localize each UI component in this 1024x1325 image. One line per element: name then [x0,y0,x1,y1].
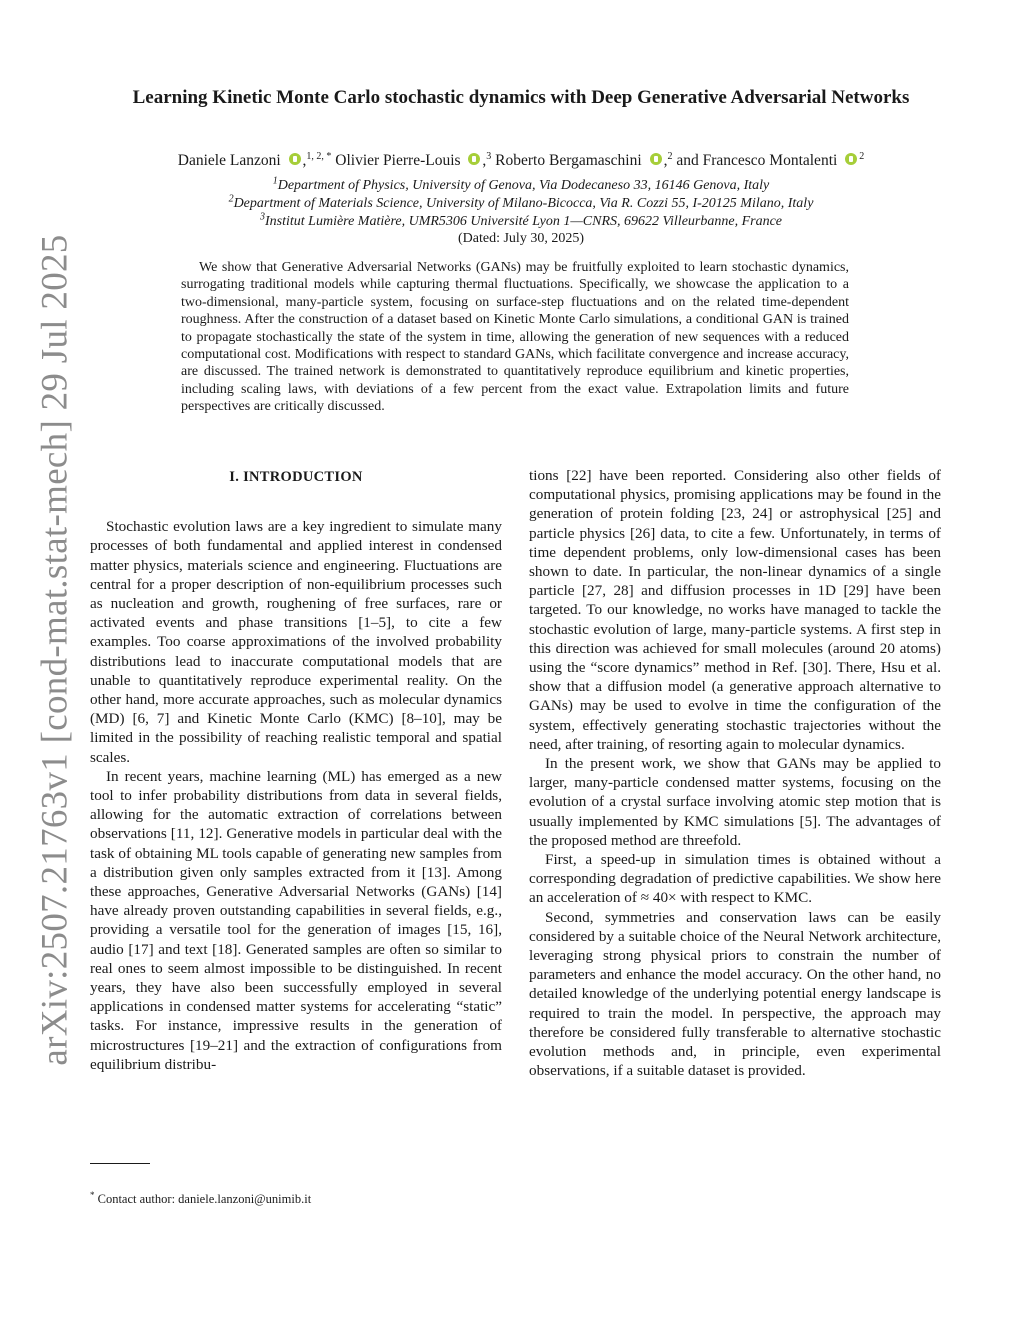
right-column [529,466,941,1081]
arxiv-identifier-stamp: arXiv:2507.21763v1 [cond-mat.stat-mech] 29 Jul 2025 [34,234,76,1066]
author-list: Daniele Lanzoni ,$^{1, 2, *}$ Olivier Pierre-Louis ,$^3$ Roberto Bergamaschini ,$^2$ and Francesco Montalenti $^2$ [177,150,865,169]
contact-author-note[interactable]: Contact author: daniele.lanzoni@unimib.it [97,1192,312,1206]
author-name: Roberto Bergamaschini [495,152,642,169]
orcid-icon[interactable] [289,153,301,165]
paragraph: Second, symmetries and conservation laws can be easily considered by a suitable choice of the Neural Network architecture, leveraging strong physical priors to constrain the number of parameters and enhance the model accuracy. On the other hand, no detailed knowledge of the underlying potential energy landscape is required to train the model. In perspective, the approach may therefore be considered fully transferable to alternative stochastic evolution methods and, in principle, even experimental observations, if a suitable dataset is provided. [529,908,941,1080]
date-line: (Dated: July 30, 2025) [458,231,584,246]
footnote [90,1189,510,1207]
author-affiliation-mark: 2 [859,150,865,162]
author-affiliation-mark: 2 [667,150,673,162]
author-name: Daniele Lanzoni [177,152,281,169]
paragraph: In recent years, machine learning (ML) has emerged as a new tool to infer probability distributions from data in several fields, allowing for the automatic extraction of correlations between observations [11, 12]. Generative models in particular deal with the task of obtaining ML tools capable of generating new samples from a distribution given only samples extracted from it [13]. Among these approaches, Generative Adversarial Networks (GANs) [14] have already proven outstanding capabilities in several fields, e.g., providing a versatile tool for the generation of images [15, 16], audio [17] and text [18]. Generated samples are often so similar to real ones to seem almost impossible to be distinguished. In recent years, they have also been successfully employed in several applications in condensed matter systems for accelerating “static” tasks. For instance, impressive results in the generation of microstructures [19–21] and the extraction of configurations from equilibrium distribu- [90,767,502,1073]
affiliation-number: 3 [260,211,265,223]
footnote-mark: * [90,1189,95,1200]
paragraph: tions [22] have been reported. Considering also other fields of computational physics, promising applications may be found in the generation of protein folding [23, 24] or astrophysical [25] and particle physics [26] data, to cite a few. Unfortunately, in terms of time dependent problems, only low-dimensional cases has been shown to date. In particular, the non-linear dynamics of a single particle [27, 28] and diffusion processes in 1D [29] have been targeted. To our knowledge, no works have managed to tackle the stochastic evolution of large, many-particle systems. A first step in this direction was achieved for small molecules (around 20 atoms) using the “score dynamics” method in Ref. [30]. There, Hsu et al. show that a diffusion model (a generative approach alternative to GANs) may be used to evolve in time the configuration of the system, effectively generating stochastic trajectories without the need, after training, of resorting again to molecular dynamics. [529,467,941,753]
affiliation [90,213,952,231]
orcid-icon[interactable] [468,153,480,165]
affiliation-text: Department of Materials Science, University of Milano-Bicocca, Via R. Cozzi 55, I-20125 Milano, Italy [233,196,814,211]
affiliation-number: 2 [228,193,234,205]
affiliation [90,177,952,195]
paper-title: Learning Kinetic Monte Carlo stochastic dynamics with Deep Generative Adversarial Networks [132,87,910,108]
affiliation-number: 1 [272,175,278,187]
author-name: Olivier Pierre-Louis [335,152,461,169]
affiliation-list [90,177,952,231]
author-conjunction: and [676,152,699,169]
affiliation [90,195,952,213]
author-name: Francesco Montalenti [702,152,838,169]
paragraph: In the present work, we show that GANs may be applied to larger, many-particle condensed matter systems, focusing on the evolution of a crystal surface involving atomic step motion that is usually implemented by KMC simulations [5]. The advantages of the proposed method are threefold. [529,755,941,849]
footnote-divider [90,1163,150,1164]
affiliation-text: Department of Physics, University of Genova, Via Dodecaneso 33, 16146 Genova, Italy [277,178,770,193]
paragraph: First, a speed-up in simulation times is obtained without a corresponding degradation of predictive capabilities. We show here an acceleration of ≈ 40× with respect to KMC. [529,851,941,907]
section-heading: I. INTRODUCTION [229,469,363,485]
orcid-icon[interactable] [650,153,662,165]
affiliation-text: Institut Lumière Matière, UMR5306 Université Lyon 1—CNRS, 69622 Villeurbanne, France [265,214,782,229]
author-affiliation-mark: 1, 2, * [306,150,332,162]
orcid-icon[interactable] [845,153,857,165]
paragraph: Stochastic evolution laws are a key ingredient to simulate many processes of both fundamental and applied interest in condensed matter physics, materials science and engineering. Fluctuations are central for a proper description of non-equilibrium processes such as nucleation and growth, roughening of free surfaces, rare or activated events and phase transitions [1–5], to cite a few examples. Too coarse approximations of the involved probability distributions lead to inaccurate computational models that are unable to quantitatively reproduce experimental reality. On the other hand, more accurate approaches, such as molecular dynamics (MD) [6, 7] and Kinetic Monte Carlo (KMC) [8–10], may be limited in the possibility of reaching realistic temporal and spatial scales. [90,518,502,766]
abstract: We show that Generative Adversarial Networks (GANs) may be fruitfully exploited to learn stochastic dynamics, surrogating traditional models while capturing thermal fluctuations. Specifically, we showcase the application to a two-dimensional, many-particle system, focusing on surface-step fluctuations and on the related time-dependent roughness. After the construction of a dataset based on Kinetic Monte Carlo simulations, a conditional GAN is trained to propagate stochastically the state of the system in time, allowing the generation of new sequences with a reduced computational cost. Modifications with respect to standard GANs, which facilitate convergence and increase accuracy, are discussed. The trained network is demonstrated to quantitatively reproduce equilibrium and kinetic properties, including scaling laws, with deviations of a few percent from the exact value. Extrapolation limits and future perspectives are critically discussed. [181,260,849,415]
author-affiliation-mark: 3 [486,150,492,162]
left-column [90,466,502,1074]
